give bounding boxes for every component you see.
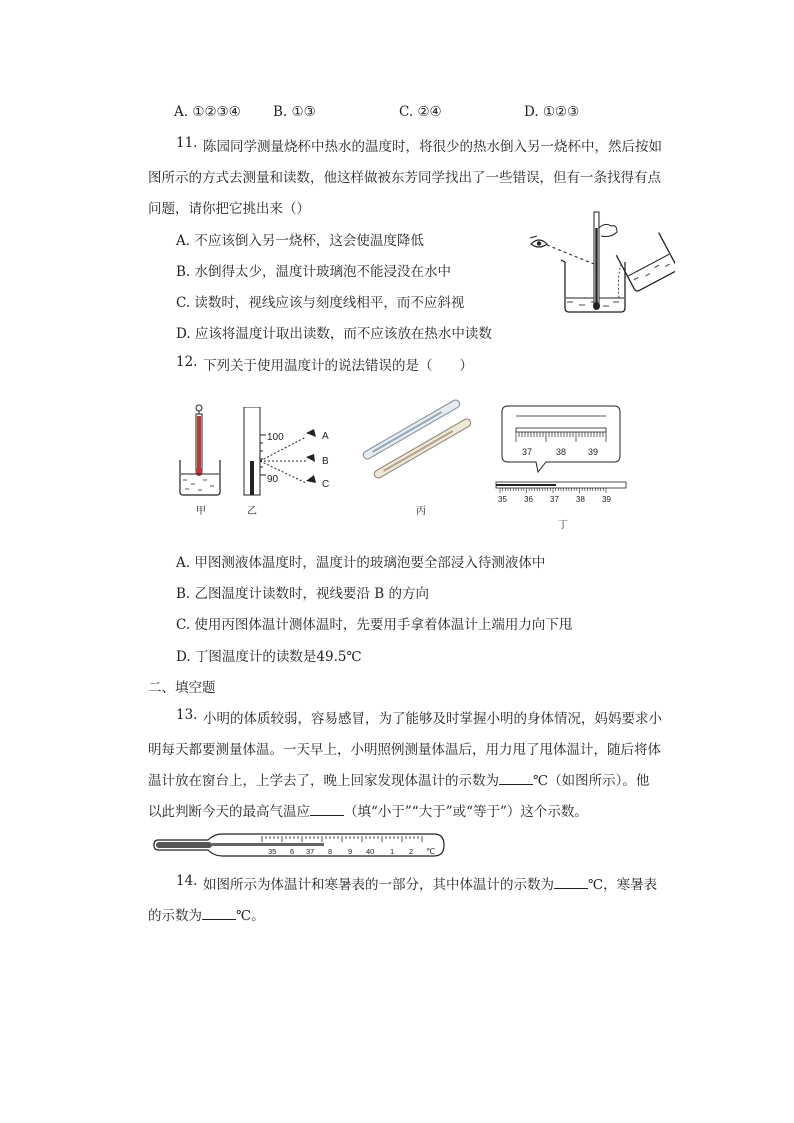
q13-tick-1: 1: [390, 847, 395, 856]
q11-stem-line3: 问题，请你把它挑出来（）: [148, 201, 310, 217]
q11-option-c: C. 读数时，视线应该与刻度线相平，而不应斜视: [176, 295, 465, 311]
q11-stem-line2: 图所示的方式去测量和读数，他这样做被东芳同学找出了一些错误，但有一条找得有点: [148, 170, 661, 186]
q13-tick-2: 2: [409, 847, 414, 856]
q12-option-b: B. 乙图温度计读数时，视线要沿 B 的方向: [176, 586, 430, 602]
q13-blank-1[interactable]: [499, 772, 533, 785]
q12-option-d: D. 丁图温度计的读数是49.5℃: [176, 649, 362, 665]
yi-tick-100: 100: [267, 432, 284, 443]
figure-label-jia: 甲: [196, 506, 206, 517]
figure-label-yi: 乙: [247, 506, 257, 517]
eye-label-b: B: [322, 456, 329, 467]
q11-number: 11.: [176, 135, 198, 151]
ding-scale-tick-35: 35: [498, 495, 507, 504]
q13-thermometer: [152, 832, 448, 860]
figure-label-ding: 丁: [558, 520, 568, 531]
q10-option-c: C. ②④: [399, 104, 442, 120]
figure-bing: [358, 386, 476, 492]
eye-icon: [530, 236, 547, 247]
eye-icon: [306, 429, 316, 437]
q10-option-b: B. ①③: [273, 104, 316, 120]
figure-jia: [176, 402, 226, 498]
figure-yi: [238, 407, 338, 499]
q12-number: 12.: [176, 354, 198, 370]
eye-label-a: A: [322, 431, 329, 442]
eye-label-c: C: [322, 479, 330, 490]
q12-stem: 下列关于使用温度计的说法错误的是（ ）: [203, 358, 473, 374]
q13-tick-8: 8: [328, 847, 333, 856]
q11-stem-line1: 陈园同学测量烧杯中热水的温度时，将很少的热水倒入另一烧杯中，然后按如: [203, 139, 662, 155]
q13-line3: 温计放在窗台上，上学去了，晚上回家发现体温计的示数为 ℃（如图所示）。他: [148, 773, 650, 789]
q13-unit: ℃: [426, 847, 435, 856]
q13-tick-35: 35: [268, 847, 277, 856]
ding-scale-tick-38: 38: [576, 495, 585, 504]
ding-scale-tick-39: 39: [602, 495, 611, 504]
q14-line2: 的示数为 ℃。: [148, 908, 265, 924]
eye-icon: [306, 475, 316, 483]
q10-option-d: D. ①②③: [524, 104, 580, 120]
q14-blank-2[interactable]: [202, 907, 236, 920]
q13-number: 13.: [176, 707, 198, 723]
q14-line1: 如图所示为体温计和寒暑表的一部分，其中体温计的示数为 ℃，寒暑表: [203, 877, 658, 893]
q13-blank-2[interactable]: [310, 803, 344, 816]
ding-zoom-tick-37: 37: [522, 447, 533, 457]
q13-line2: 明每天都要测量体温。一天早上，小明照例测量体温后，用力甩了甩体温计，随后将体: [148, 742, 661, 758]
q11-option-b: B. 水倒得太少，温度计玻璃泡不能浸没在水中: [176, 264, 452, 280]
ding-scale-tick-marks: [500, 488, 606, 493]
beaker: [561, 260, 625, 312]
water-stream: [618, 264, 621, 298]
q13-line4: 以此判断今天的最高气温应 （填“小于”“大于”或“等于”）这个示数。: [148, 804, 588, 820]
eye-icon: [306, 454, 315, 462]
q11-option-a: A. 不应该倒入另一烧杯，这会使温度降低: [176, 233, 424, 249]
q11-figure: [525, 208, 675, 316]
sight-line: [547, 245, 599, 266]
q12-option-c: C. 使用丙图体温计测体温时，先要用手拿着体温计上端用力向下甩: [176, 617, 573, 633]
hand-icon: [599, 224, 617, 236]
figure-label-bing: 丙: [416, 506, 426, 517]
ding-zoom-tick-39: 39: [588, 447, 599, 457]
q14-number: 14.: [176, 873, 198, 889]
ding-scale-tick-37: 37: [550, 495, 559, 504]
ding-zoom-tick-38: 38: [556, 447, 567, 457]
thermometer: [593, 212, 600, 310]
q13-tick-37: 37: [306, 847, 315, 856]
q12-option-a: A. 甲图测液体温度时，温度计的玻璃泡要全部浸入待测液体中: [176, 555, 546, 571]
q11-option-d: D. 应该将温度计取出读数，而不应该放在热水中读数: [176, 326, 492, 342]
q13-tick-6: 6: [290, 847, 295, 856]
q14-blank-1[interactable]: [554, 876, 588, 889]
q13-tick-9: 9: [348, 847, 353, 856]
figure-ding: [494, 402, 632, 508]
q13-tick-40: 40: [366, 847, 375, 856]
q10-option-a: A. ①②③④: [174, 104, 241, 120]
ding-scale-tick-36: 36: [524, 495, 533, 504]
section-title-fill-blank: 二、填空题: [148, 680, 216, 696]
q13-line1: 小明的体质较弱，容易感冒，为了能够及时掌握小明的身体情况，妈妈要求小: [203, 711, 662, 727]
yi-tick-90: 90: [267, 474, 279, 485]
